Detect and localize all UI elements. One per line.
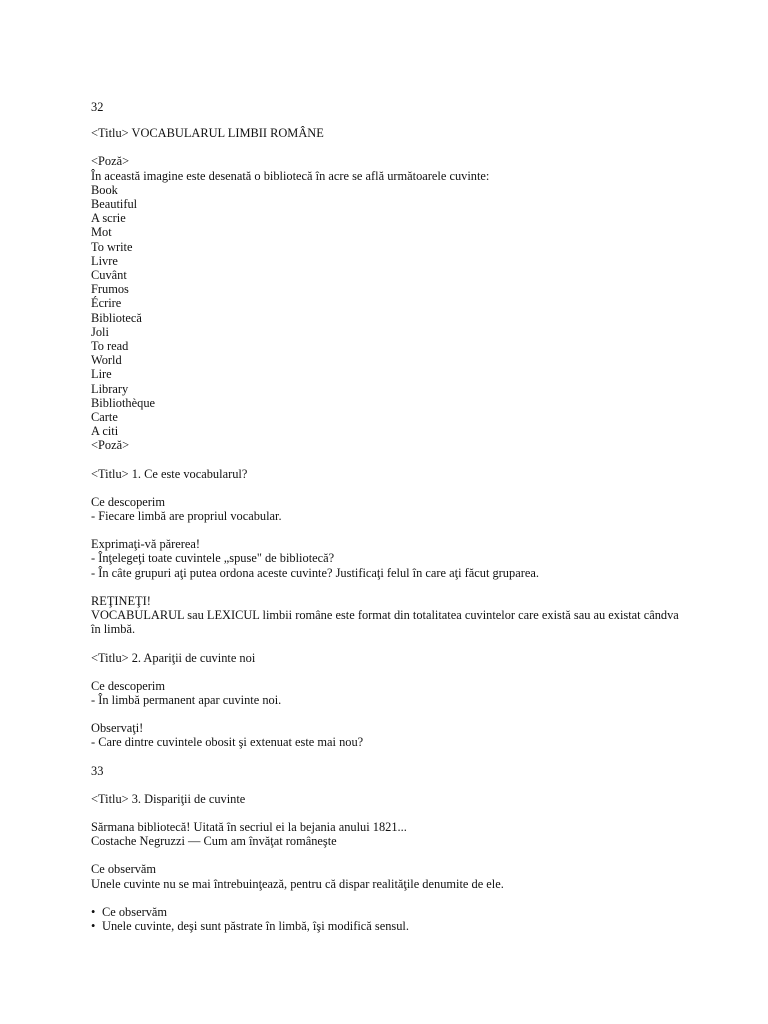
chapter-title: <Titlu> VOCABULARUL LIMBII ROMÂNE (91, 126, 324, 141)
word-item: To write (91, 239, 133, 254)
word-item: Beautiful (91, 197, 138, 212)
opinion-question: - În câte grupuri aţi putea ordona aceste cuvinte? Justificaţi felul în care aţi făcut gruparea. (91, 565, 539, 580)
bullet-list (91, 905, 691, 933)
word-item: Library (91, 381, 129, 396)
word-item: Écrire (91, 296, 122, 311)
word-list (91, 183, 691, 439)
observe-label: Ce observăm (91, 862, 157, 877)
word-item: Book (91, 182, 118, 197)
remember-label: REŢINEŢI! (91, 593, 151, 608)
word-item: Livre (91, 253, 118, 268)
word-item: Frumos (91, 282, 129, 297)
bullet-icon: • (91, 904, 96, 919)
image-tag-close: <Poză> (91, 438, 130, 453)
section-title: <Titlu> 3. Dispariţii de cuvinte (91, 791, 246, 806)
word-item: Carte (91, 410, 118, 425)
word-item: Bibliothèque (91, 395, 156, 410)
quote-author: Costache Negruzzi — Cum am învăţat româneşte (91, 834, 337, 849)
remember-text: VOCABULARUL sau LEXICUL limbii române este format din totalitatea cuvintelor care există sau au existat cândva în limbă. (91, 608, 679, 637)
word-item: A scrie (91, 211, 126, 226)
list-item (91, 919, 691, 933)
section-title: <Titlu> 2. Apariţii de cuvinte noi (91, 650, 256, 665)
discover-text: - În limbă permanent apar cuvinte noi. (91, 692, 282, 707)
discover-label: Ce descoperim (91, 678, 165, 693)
word-item: To read (91, 339, 129, 354)
bullet-icon: • (91, 918, 96, 933)
word-item: Cuvânt (91, 268, 127, 283)
page-number: 33 (91, 763, 104, 778)
bullet-text: Ce observăm (102, 904, 168, 919)
word-item: Joli (91, 324, 109, 339)
quote-text: Sărmana bibliotecă! Uitată în secriul ei la bejania anului 1821... (91, 819, 407, 834)
word-item: Mot (91, 225, 112, 240)
word-item: A citi (91, 424, 119, 439)
discover-label: Ce descoperim (91, 494, 165, 509)
observe-text: Unele cuvinte nu se mai întrebuinţează, pentru că dispar realităţile denumite de ele. (91, 876, 504, 891)
list-item (91, 905, 691, 919)
observe-label: Observaţi! (91, 721, 144, 736)
bullet-text: Unele cuvinte, deşi sunt păstrate în limbă, îşi modifică sensul. (102, 918, 409, 933)
word-item: Lire (91, 367, 112, 382)
opinion-label: Exprimaţi-vă părerea! (91, 537, 201, 552)
observe-text: - Care dintre cuvintele obosit şi extenuat este mai nou? (91, 735, 364, 750)
discover-text: - Fiecare limbă are propriul vocabular. (91, 509, 282, 524)
image-intro: În această imagine este desenată o bibliotecă în acre se află următoarele cuvinte: (91, 168, 490, 183)
document-page (91, 100, 691, 933)
image-tag-open: <Poză> (91, 154, 130, 169)
page-number: 32 (91, 100, 104, 114)
section-title: <Titlu> 1. Ce este vocabularul? (91, 466, 248, 481)
word-item: World (91, 353, 122, 368)
opinion-question: - Înţelegeţi toate cuvintele „spuse" de bibliotecă? (91, 551, 335, 566)
word-item: Bibliotecă (91, 310, 142, 325)
